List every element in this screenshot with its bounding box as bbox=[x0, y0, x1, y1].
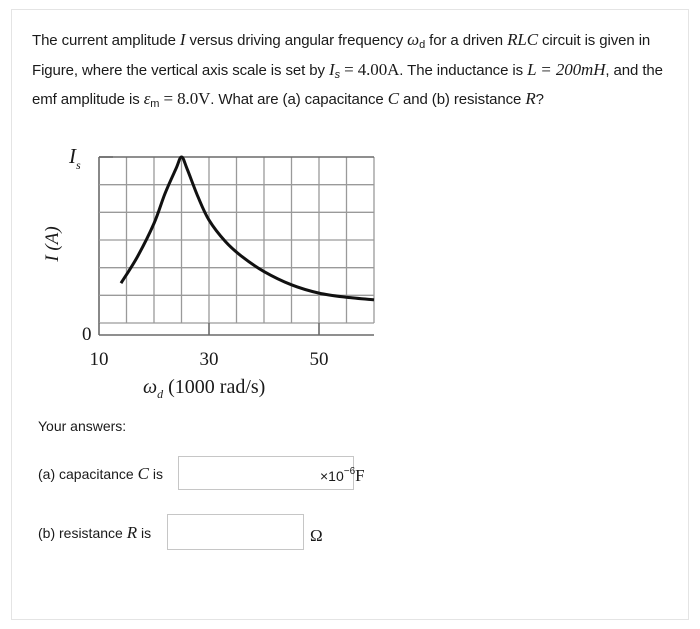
symbol-R: R bbox=[525, 89, 536, 108]
symbol-C: C bbox=[387, 89, 399, 108]
inductance-expression: L = 200mH bbox=[527, 59, 606, 79]
answers-heading: Your answers: bbox=[38, 418, 127, 434]
chart-labels bbox=[42, 144, 329, 401]
chart-series bbox=[121, 157, 374, 300]
chart-grid bbox=[99, 157, 374, 335]
symbol-Is: I bbox=[329, 59, 335, 79]
symbol-omega: ω bbox=[407, 30, 420, 49]
symbol-emf: ε bbox=[143, 89, 151, 108]
y-top-label: $I_s$ bbox=[69, 144, 81, 172]
answer-b-label: (b) resistance R is bbox=[38, 523, 152, 542]
y-zero-label: 0 bbox=[82, 324, 92, 345]
value-Is: = 4.00A bbox=[339, 59, 400, 79]
answer-a-label: (a) capacitance C is bbox=[38, 464, 163, 483]
y-axis-title: I (A) bbox=[42, 226, 63, 262]
x-tick-label: 50 bbox=[309, 349, 329, 370]
resistance-input[interactable] bbox=[167, 514, 304, 550]
x-axis-title: $\omega_d$ (1000 rad/s) bbox=[143, 376, 266, 401]
value-emf: = 8.0V bbox=[159, 89, 211, 108]
question-text: The current amplitude I versus driving angular frequency $\omega_d$ for a driven RLC circuit is given in Figure, where the vertical axis scale is set by $I_s = 4.00A$. The inductance is L = 200mH, and the emf amplitude is $\varepsilon_m = 8.0V$. What are (a) capacitance C and (b) resistance R? bbox=[32, 30, 663, 110]
resistance-unit: Ω bbox=[310, 526, 323, 545]
x-tick-label: 30 bbox=[199, 349, 219, 370]
current-resonance-curve bbox=[121, 157, 374, 300]
symbol-I: I bbox=[179, 30, 186, 49]
x-tick-label: 10 bbox=[89, 349, 109, 370]
symbol-rlc: RLC bbox=[507, 30, 538, 49]
capacitance-unit: $\times 10^{-6}F$ bbox=[320, 466, 365, 485]
